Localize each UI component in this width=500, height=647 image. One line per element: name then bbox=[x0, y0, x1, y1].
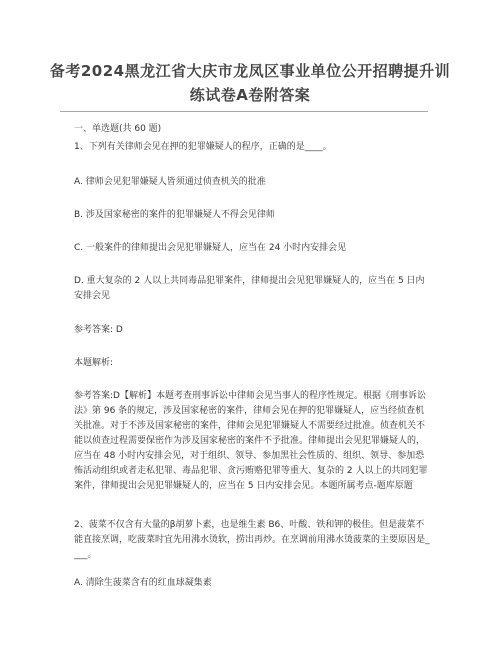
question-1-answer: 参考答案: D bbox=[74, 325, 123, 335]
question-2-stem: 2、菠菜不仅含有大量的β胡萝卜素，也是维生素 B6、叶酸、铁和钾的极佳。但是菠菜不能直接烹调，吃菠菜时宜先用沸水烫软，捞出再炒。在烹调前用沸水烫菠菜的主要原因是____。 bbox=[74, 520, 430, 560]
question-1-option-b: B. 涉及国家秘密的案件的犯罪嫌疑人不得会见律师 bbox=[74, 210, 275, 220]
question-1-analysis-label: 本题解析: bbox=[74, 358, 114, 368]
document-title-line-1: 备考2024黑龙江省大庆市龙凤区事业单位公开招聘提升训 bbox=[49, 62, 451, 80]
question-1-stem: 1、下列有关律师会见在押的犯罪嫌疑人的程序，正确的是____。 bbox=[74, 142, 332, 152]
question-1-option-a: A. 律师会见犯罪嫌疑人皆须通过侦查机关的批准 bbox=[74, 177, 266, 187]
section-header: 一、单选题(共 60 题) bbox=[74, 124, 162, 134]
document-title-line-2: 练试卷A卷附答案 bbox=[189, 86, 311, 104]
question-1-option-d: D. 重大复杂的 2 人以上共同毒品犯罪案件，律师提出会见犯罪嫌疑人的，应当在 5 日内安排会见 bbox=[74, 276, 425, 301]
question-2-option-a: A. 清除生菠菜含有的红血球凝集素 bbox=[74, 578, 212, 588]
question-1-option-c: C. 一般案件的律师提出会见犯罪嫌疑人，应当在 24 小时内安排会见 bbox=[74, 243, 347, 253]
title-divider bbox=[60, 111, 428, 112]
question-1-analysis: 参考答案:D【解析】本题考查刑事诉讼中律师会见当事人的程序性规定。根据《刑事诉讼法》第 96 条的规定，涉及国家秘密的案件，律师会见在押的犯罪嫌疑人，应当经侦查机关批准。对于不涉及国家秘密的案件，律师会见犯罪嫌疑人不需要经过批准。侦查机关不能以侦查过程需要保密作为涉及国家秘密的案件不予批准。律师提出会见犯罪嫌疑人的，应当在 48 小时内安排会见，对于组织、领导、参加黑社会性质的、组织、领导、参加恐怖活动组织或者走私犯罪、毒品犯罪、贪污贿赂犯罪等重大、复杂的 2 人以上的共同犯罪案件，律师提出会见犯罪嫌疑人的，应当在 5 日内安排会见。本题所属考点-题库原题 bbox=[74, 391, 428, 491]
